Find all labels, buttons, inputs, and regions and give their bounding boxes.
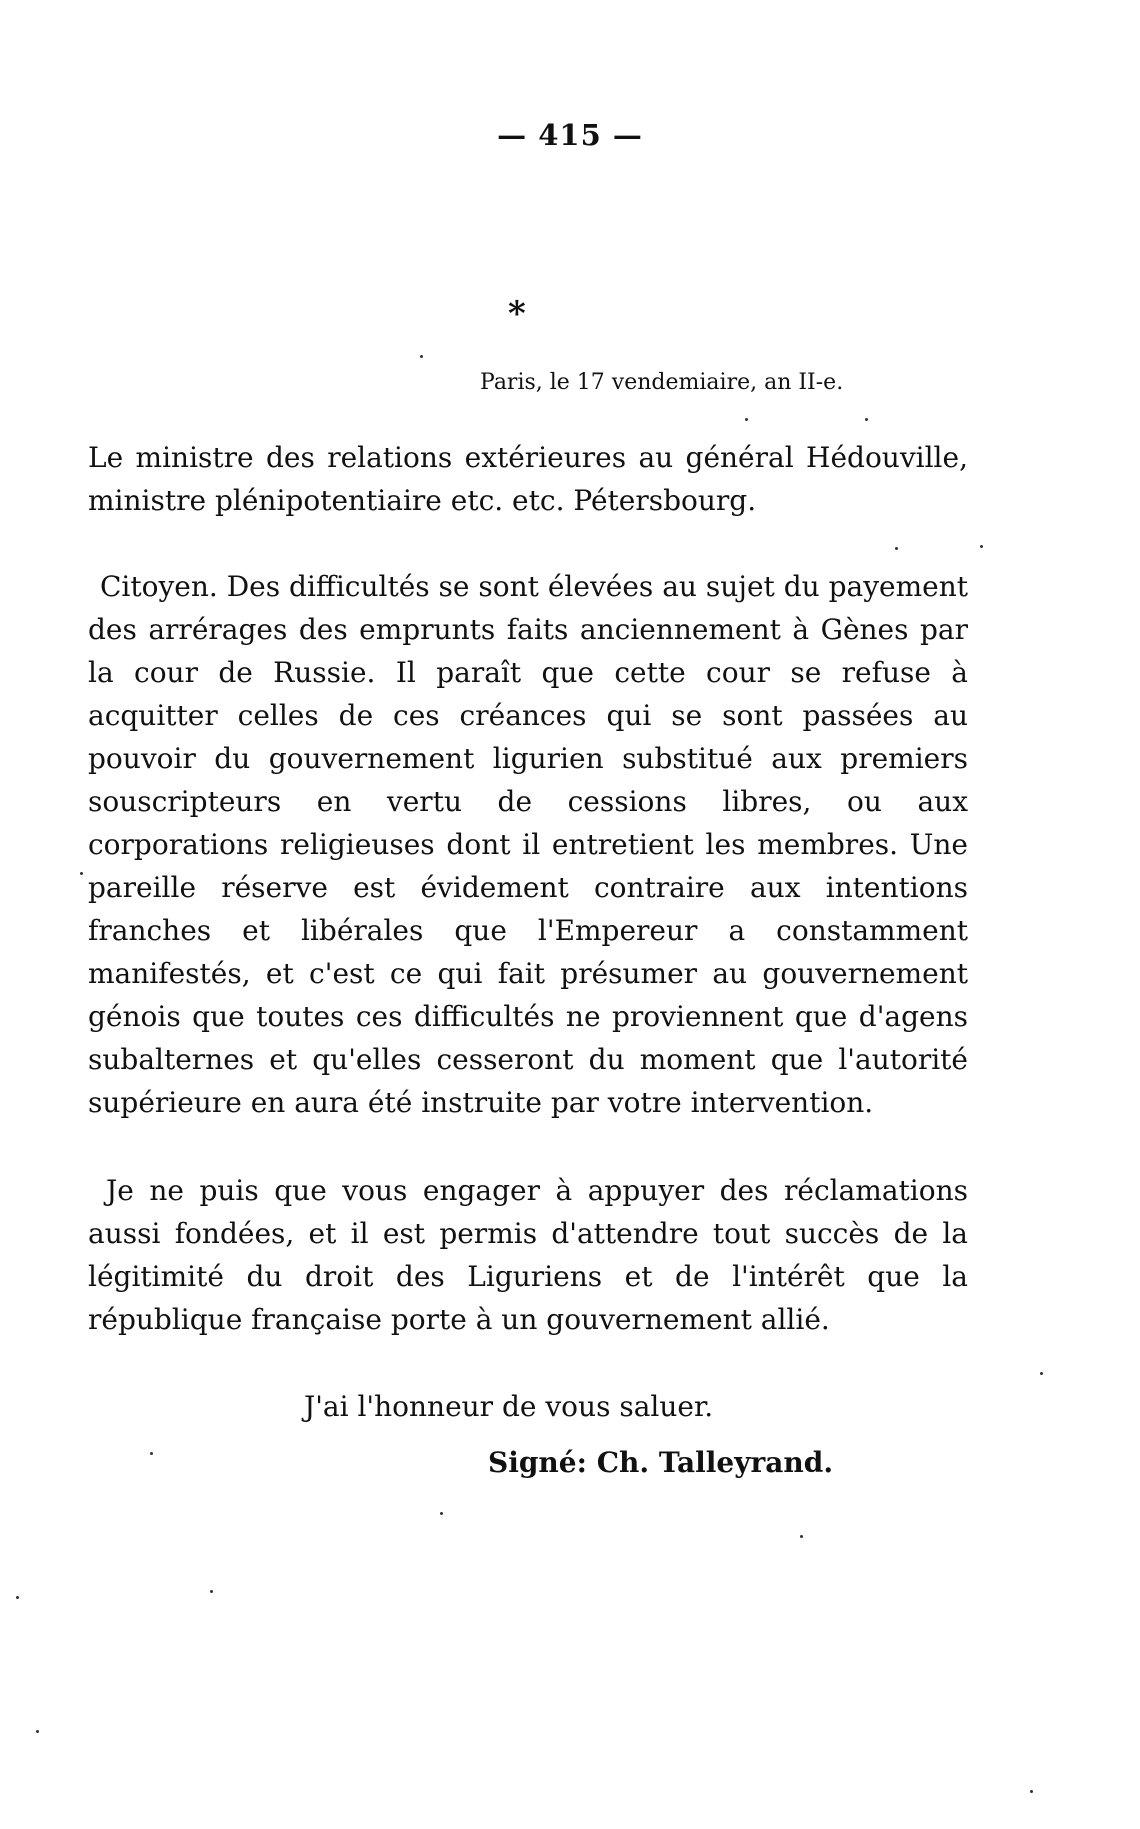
scan-speck: [1040, 1372, 1043, 1375]
dateline: Paris, le 17 vendemiaire, an II-e.: [480, 370, 844, 395]
letter-body: [88, 565, 968, 1124]
scan-speck: [440, 1512, 443, 1515]
scan-speck: [210, 1590, 213, 1593]
scan-speck: [36, 1730, 39, 1733]
body-paragraph-1: Citoyen. Des difficultés se sont élevées au sujet du payement des arrérages des emprunts faits anciennement à Gènes par la cour de Russie. Il paraît que cette cour se refuse à acquitter celles de ces créances qui se sont passées au pouvoir du gouvernement ligurien substitué aux premiers souscripteurs en vertu de cessions libres, ou aux corporations religieuses dont il entretient les membres. Une pareille réserve est évidement contraire aux intentions franches et libérales que l'Empereur a constamment manifestés, et c'est ce qui fait présumer au gouvernement génois que toutes ces difficultés ne proviennent que d'agens subalternes et qu'elles cesseront du moment que l'autorité supérieure en aura été instruite par votre intervention.: [88, 570, 968, 1119]
scan-speck: [420, 355, 423, 358]
scan-speck: [80, 872, 83, 875]
scan-speck: [980, 545, 983, 548]
scan-speck: [865, 418, 868, 421]
letter-body-continued: [88, 1169, 968, 1341]
page-number: — 415 —: [497, 118, 643, 152]
body-paragraph-2: Je ne puis que vous engager à appuyer des réclamations aussi fondées, et il est permis d'attendre tout succès de la légitimité du droit des Liguriens et de l'intérêt que la république française porte à un gouvernement allié.: [88, 1174, 968, 1336]
signature: Signé: Ch. Talleyrand.: [488, 1446, 834, 1479]
section-ornament: *: [508, 294, 526, 334]
scan-speck: [745, 418, 748, 421]
scan-speck: [150, 1452, 153, 1455]
scan-speck: [800, 1535, 803, 1538]
scan-speck: [16, 1596, 19, 1599]
heading-text: Le ministre des relations extérieures au général Hédouville, ministre plénipotentiaire etc. etc. Pétersbourg.: [88, 441, 968, 517]
letter-heading: [88, 436, 968, 522]
scan-speck: [895, 547, 898, 550]
closing-salutation: J'ai l'honneur de vous saluer.: [304, 1390, 714, 1423]
scan-speck: [1030, 1790, 1033, 1793]
